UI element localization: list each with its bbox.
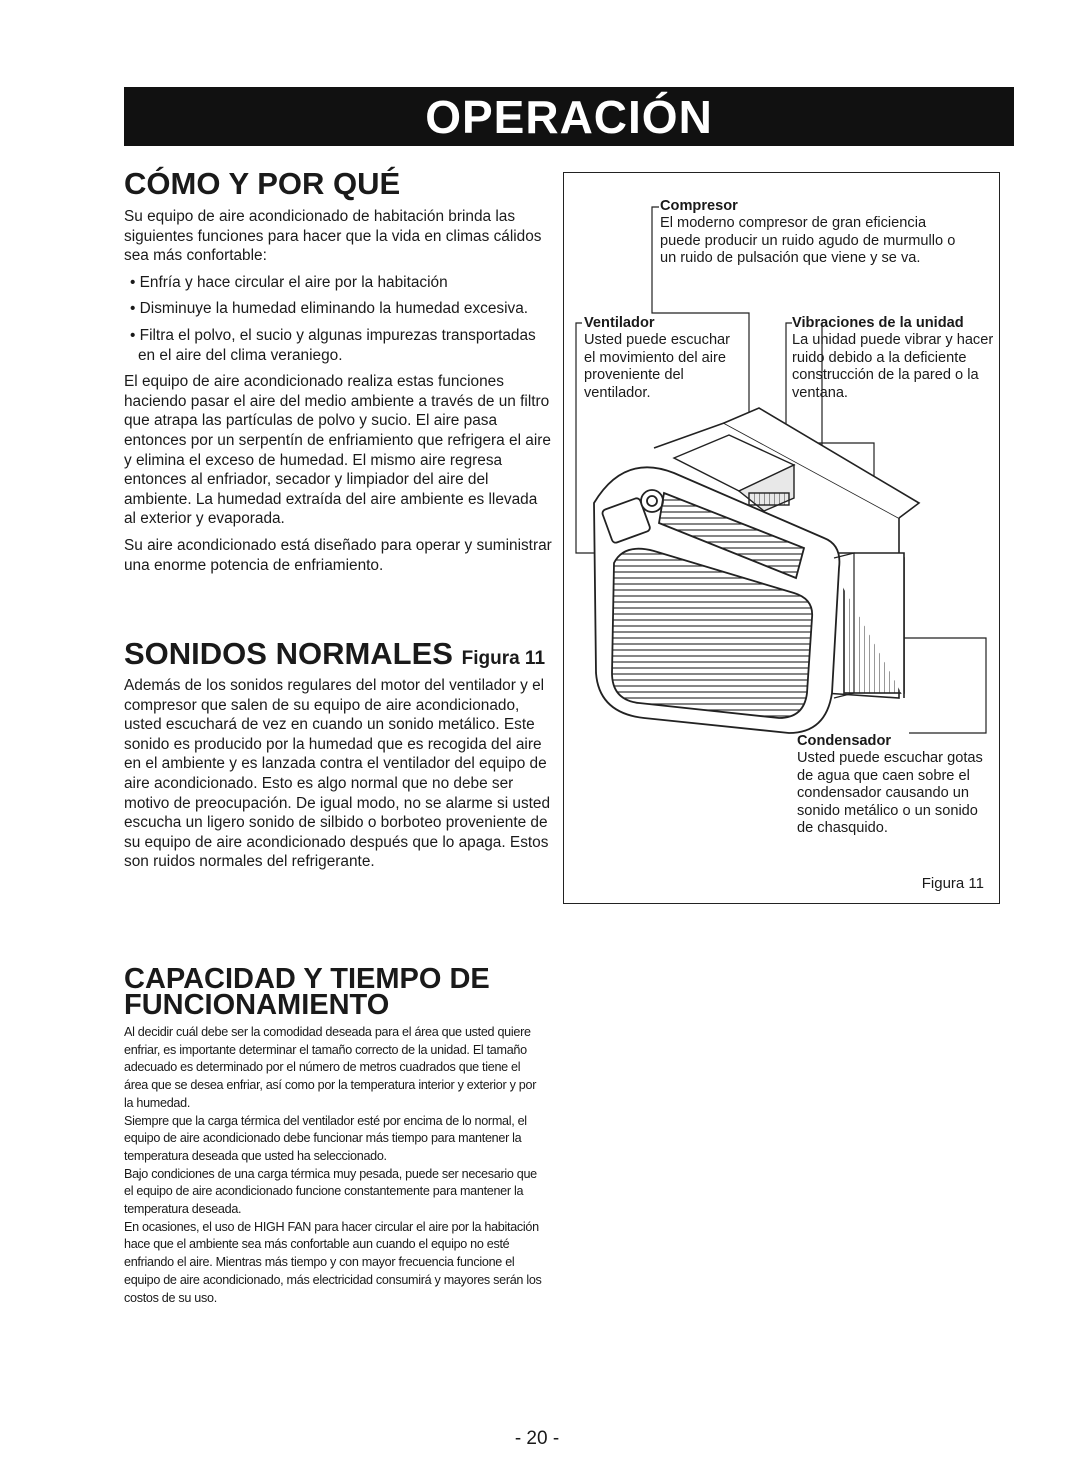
condensador-title: Condensador (797, 733, 892, 749)
capacidad-paragraph-2: Siempre que la carga térmica del ventilador esté por encima de lo normal, el equipo de aire acondicionado debe funcionar más tiempo para mantener la temperatura deseada que usted ha seleccionado. (124, 1113, 527, 1163)
compresor-text: El moderno compresor de gran eficiencia puede producir un ruido agudo de murmullo o un ruido de pulsación que viene y se va. (660, 215, 956, 267)
page-title: OPERACIÓN (425, 90, 713, 143)
figure-caption: Figura 11 (921, 875, 984, 892)
page-banner (124, 87, 1014, 146)
ventilador-title: Ventilador (584, 315, 655, 331)
section-heading-sonidos (124, 638, 545, 671)
sonidos-figure-ref: Figura 11 (461, 648, 546, 669)
sonidos-section-body (124, 676, 552, 872)
section-heading-como: CÓMO Y POR QUÉ (124, 166, 401, 201)
como-intro: Su equipo de aire acondicionado de habitación brinda las siguientes funciones para hacer que la vida en climas cálidos sea más confortable: (124, 208, 542, 265)
capacidad-heading-line2: FUNCIONAMIENTO (124, 989, 390, 1021)
section-heading-capacidad (124, 963, 490, 1021)
vibraciones-text: La unidad puede vibrar y hacer ruido debido a la deficiente construcción de la pared o la ventana. (792, 332, 994, 401)
figure-11-box (563, 172, 1000, 904)
como-bullet-2: • Disminuye la humedad eliminando la humedad excesiva. (124, 299, 552, 319)
capacidad-paragraph-4: En ocasiones, el uso de HIGH FAN para hacer circular el aire por la habitación hace que el ambiente sea más confortable aun cuando el equipo no esté enfriando el aire. Mientras más tiempo y con mayor frecuencia funcione el equipo de aire acondicionado, más electricidad consumirá y mayores serán los costos de su uso. (124, 1219, 542, 1305)
ventilador-text: Usted puede escuchar el movimiento del aire proveniente del ventilador. (584, 332, 731, 401)
como-bullet-1: • Enfría y hace circular el aire por la habitación (124, 273, 552, 293)
page-number: - 20 - (514, 1428, 560, 1449)
vibraciones-title: Vibraciones de la unidad (792, 315, 964, 331)
como-paragraph-1: El equipo de aire acondicionado realiza estas funciones haciendo pasar el aire del medio ambiente a través de un filtro que atrapa las partículas de polvo y sucio. El aire pasa entonces por un serpentín de enfriamiento que refrigera el aire y elimina el exceso de humedad. El mismo aire regresa entonces al enfriador, secador y limpiador del aire del ambiente. La humedad extraída del aire ambiente es llevada al exterior y evaporada. (124, 373, 551, 528)
como-bullet-3: • Filtra el polvo, el sucio y algunas impurezas transportadas en el aire del clima veraniego. (124, 326, 552, 365)
capacidad-paragraph-1: Al decidir cuál debe ser la comodidad deseada para el área que usted quiere enfriar, es importante determinar el tamaño correcto de la unidad. El tamaño adecuado es determinado por el número de metros cuadrados que tiene el área que se desea enfriar, así como por la temperatura interior y exterior y por la humedad. (124, 1025, 537, 1110)
como-paragraph-2: Su aire acondicionado está diseñado para operar y suministrar una enorme potencia de enfriamiento. (124, 536, 552, 574)
sonidos-paragraph: Además de los sonidos regulares del motor del ventilador y el compresor que salen de su equipo de aire acondicionado, usted escuchará de vez en cuando un sonido metálico. Este sonido es producido por la humedad que es recogida del aire en el ambiente y es lanzada contra el ventilador del equipo de aire acondicionado. Esto es algo normal que no debe ser motivo de preocupación. De igual modo, no se alarme si usted escucha un ligero sonido de silbido o borboteo proveniente de su equipo de aire acondicionado después que lo apaga. Estos son ruidos normales del refrigerante. (124, 677, 551, 871)
como-section-body (124, 207, 552, 575)
callout-condensador (797, 733, 987, 837)
compresor-title: Compresor (660, 198, 738, 214)
callout-ventilador (584, 315, 734, 402)
callout-compresor (660, 198, 970, 268)
callout-vibraciones (792, 315, 997, 402)
sonidos-heading-text: SONIDOS NORMALES (124, 636, 453, 671)
capacidad-heading-line1: CAPACIDAD Y TIEMPO DE (124, 963, 490, 995)
capacidad-paragraph-3: Bajo condiciones de una carga térmica muy pesada, puede ser necesario que el equipo de aire acondicionado funcione constantemente para mantener la temperatura deseada. (124, 1166, 537, 1217)
capacidad-section-body (124, 1024, 544, 1307)
condensador-text: Usted puede escuchar gotas de agua que caen sobre el condensador causando un sonido metálico o un sonido de chasquido. (797, 750, 983, 837)
